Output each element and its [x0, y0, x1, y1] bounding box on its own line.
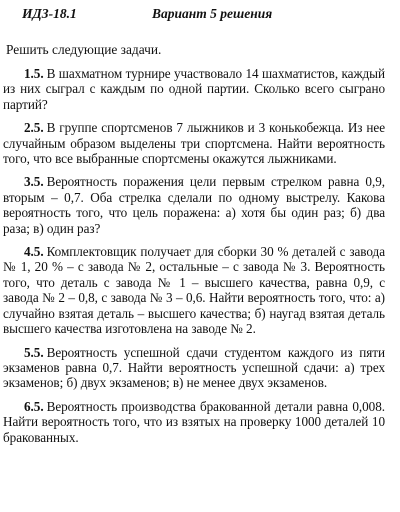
problem-text: В группе спортсменов 7 лыжников и 3 конькобежца. Из нее случайным образом выделены три спортсмена. Найти вероятность того, что все выбранные спортсмены окажутся лыжниками.	[3, 120, 385, 167]
problem-number: 6.5.	[24, 398, 44, 414]
problem-number: 3.5.	[24, 174, 44, 190]
assignment-code: ИДЗ-18.1	[22, 6, 77, 21]
problem-number: 5.5.	[24, 344, 44, 360]
problem-1	[3, 66, 385, 112]
document-header	[22, 6, 390, 26]
problem-3	[3, 174, 385, 236]
intro-text: Решить следующие задачи.	[6, 42, 162, 57]
problem-6	[3, 399, 385, 445]
problem-text: В шахматном турнире участвовало 14 шахматистов, каждый из них сыграл с каждым по одной партии. Сколько всего сыграно партий?	[3, 66, 385, 112]
problem-number: 1.5.	[24, 66, 44, 81]
problem-number: 4.5.	[24, 244, 44, 260]
problem-text: Вероятность производства бракованной детали равна 0,008. Найти вероятность того, что из взятых на проверку 1000 деталей 10 бракованных.	[3, 398, 385, 445]
problem-text: Комплектовщик получает для сборки 30 % деталей с завода № 1, 20 % – с завода № 2, остальные – с завода № 3. Вероятность того, что деталь с завода № 1 – высшего качества, равна 0,9, с завода № 2 – 0,8, с завода № 3 – 0,6. Найти вероятность того, что: а) случайно взятая деталь – высшего качества; б) наугад взятая деталь высшего качества изготовлена на заводе № 2.	[3, 244, 385, 337]
problem-4	[3, 244, 385, 336]
problem-text: Вероятность поражения цели первым стрелком равна 0,9, вторым – 0,7. Оба стрелка сделали по одному выстрелу. Какова вероятность того, что цель поражена: а) хотя бы один раз; б) два раза; в) один раз?	[3, 174, 385, 236]
problem-number: 2.5.	[24, 120, 44, 136]
problem-5	[3, 345, 385, 391]
problem-2	[3, 120, 385, 166]
problem-text: Вероятность успешной сдачи студентом каждого из пяти экзаменов равна 0,7. Найти вероятность успешной сдачи: а) трех экзаменов; б) двух экзаменов; в) не менее двух экзаменов.	[3, 344, 385, 391]
problem-list	[3, 66, 385, 453]
variant-title: Вариант 5 решения	[152, 6, 273, 21]
